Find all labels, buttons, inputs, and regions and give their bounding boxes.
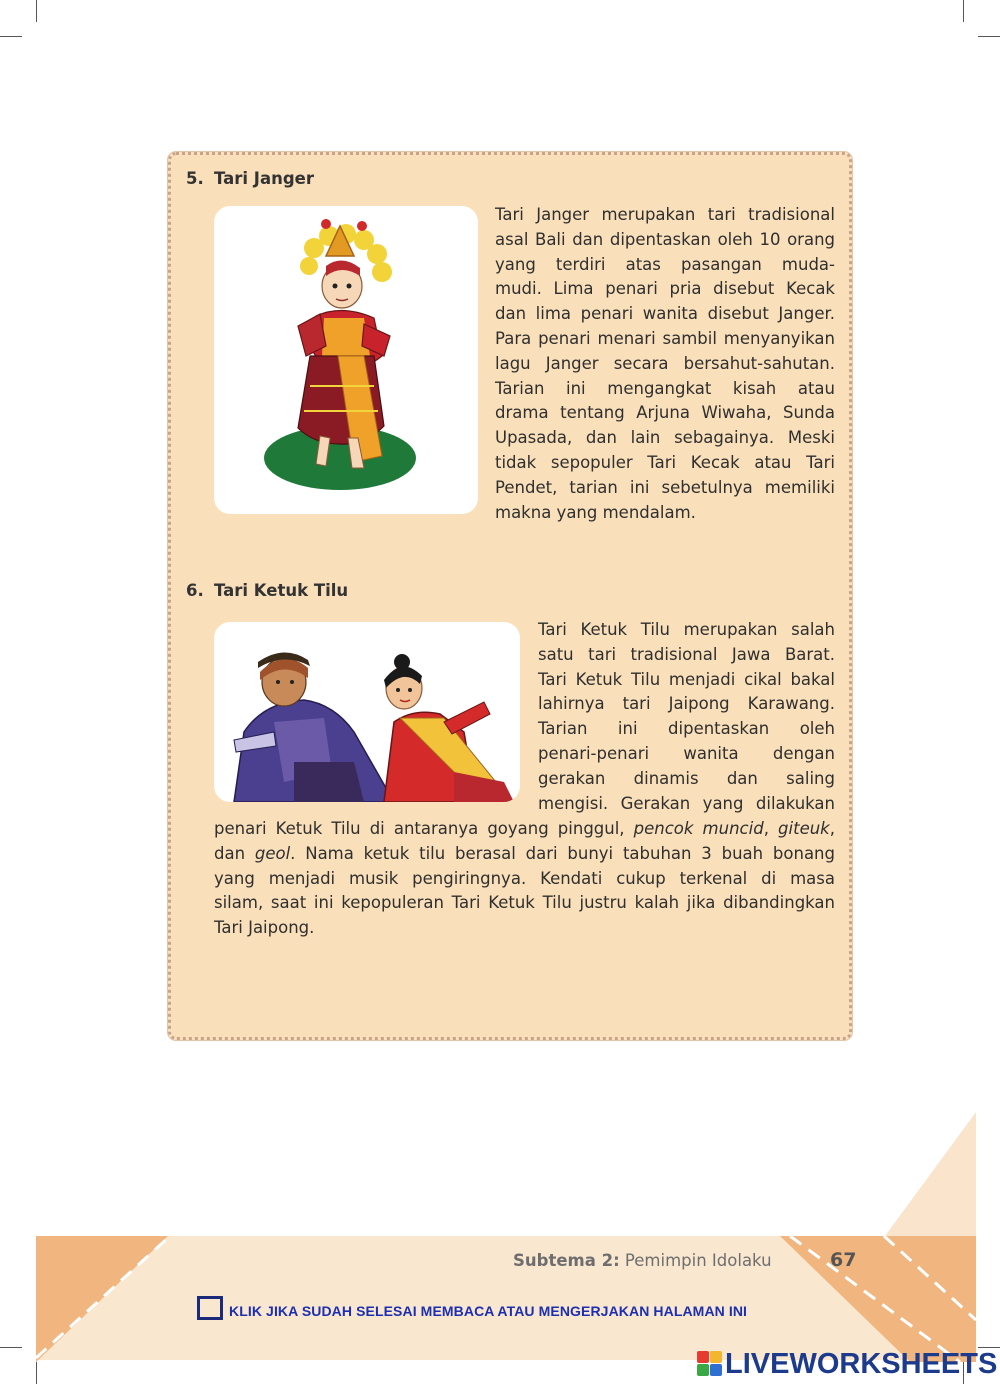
done-checkbox[interactable] xyxy=(197,1296,223,1320)
text-line: Tari Janger merupakan tari tradisional xyxy=(495,205,835,224)
text-line: Tari Ketuk Tilu menjadi cikal bakal xyxy=(538,669,835,689)
text-line: Tarian ini dipentaskan oleh xyxy=(538,719,835,739)
text-line: Tari Jaipong. xyxy=(214,918,315,938)
text-line xyxy=(214,817,835,842)
section-5-title xyxy=(186,169,314,188)
text-italic: giteuk xyxy=(778,819,830,838)
text-run: , xyxy=(763,819,779,838)
section-6-side-text xyxy=(538,618,835,816)
text-line: silam, saat ini kepopuleran Tari Ketuk Tilu justru kalah jika dibandingkan xyxy=(214,893,835,913)
text-line: Para penari menari sambil menyanyikan xyxy=(495,328,835,348)
text-italic: geol xyxy=(254,843,291,863)
done-instruction: KLIK JIKA SUDAH SELESAI MEMBACA ATAU MENGERJAKAN HALAMAN INI xyxy=(229,1303,748,1319)
text-line: lagu Janger secara bersahut-sahutan. xyxy=(495,353,835,373)
text-line: Upasada, dan lain sebagainya. Meski xyxy=(495,428,835,448)
crop-mark xyxy=(978,36,1000,37)
section-heading: Tari Ketuk Tilu xyxy=(214,581,349,600)
crop-mark xyxy=(963,0,964,22)
text-line: gerakan dinamis dan saling xyxy=(538,768,835,788)
liveworksheets-logo xyxy=(697,1349,997,1379)
text-line: asal Bali dan dipentaskan oleh 10 orang xyxy=(495,229,835,249)
text-line: penari-penari wanita dengan xyxy=(538,743,835,763)
janger-dancer-image xyxy=(214,206,478,514)
section-6-full-text xyxy=(214,817,835,941)
text-run: penari Ketuk Tilu di antaranya goyang pinggul, xyxy=(214,819,634,838)
liveworksheets-icon xyxy=(697,1351,723,1377)
text-line: Tari Ketuk Tilu merupakan salah xyxy=(538,620,835,639)
text-line: mudi. Lima penari pria disebut Kecak xyxy=(495,279,835,299)
footer-decoration xyxy=(0,1100,1000,1384)
subtema-title: Pemimpin Idolaku xyxy=(624,1251,772,1270)
crop-mark xyxy=(0,36,22,37)
text-line xyxy=(214,842,835,867)
text-line: yang menjadi musik pengiringnya. Kendati cukup terkenal di masa xyxy=(214,868,835,888)
liveworksheets-wordmark: LIVEWORKSHEETS xyxy=(725,1347,998,1380)
text-run: , xyxy=(829,819,835,838)
text-line: dan lima penari wanita disebut Janger. xyxy=(495,304,835,324)
text-line: satu tari tradisional Jawa Barat. xyxy=(538,644,835,664)
text-line: makna yang mendalam. xyxy=(495,502,696,522)
section-heading: Tari Janger xyxy=(214,169,314,188)
section-number: 5. xyxy=(186,169,204,188)
ketuk-tilu-illustration xyxy=(214,622,520,802)
text-line: drama tentang Arjuna Wiwaha, Sunda xyxy=(495,403,835,423)
section-number: 6. xyxy=(186,581,204,600)
text-line: mengisi. Gerakan yang dilakukan xyxy=(538,793,835,813)
text-line: yang terdiri atas pasangan muda- xyxy=(495,254,835,274)
subtema-number: Subtema 2: xyxy=(513,1251,620,1270)
text-line: tidak sepopuler Tari Kecak atau Tari xyxy=(495,452,835,472)
ketuk-tilu-dancers-image xyxy=(214,622,520,802)
text-run: dan xyxy=(214,843,255,863)
section-6-title xyxy=(186,581,348,600)
page-number: 67 xyxy=(830,1249,857,1271)
text-run: . Nama ketuk tilu berasal dari bunyi tabuhan 3 buah bonang xyxy=(290,843,835,863)
janger-illustration xyxy=(214,206,478,514)
text-line: lahirnya tari Jaipong Karawang. xyxy=(538,694,835,714)
text-line: Tarian ini mengangkat kisah atau xyxy=(495,378,835,398)
text-line: Pendet, tarian ini sebetulnya memiliki xyxy=(495,477,835,497)
crop-mark xyxy=(36,0,37,22)
subtema-label xyxy=(513,1251,772,1270)
text-italic: pencok muncid xyxy=(633,819,764,838)
section-5-text xyxy=(495,203,835,525)
